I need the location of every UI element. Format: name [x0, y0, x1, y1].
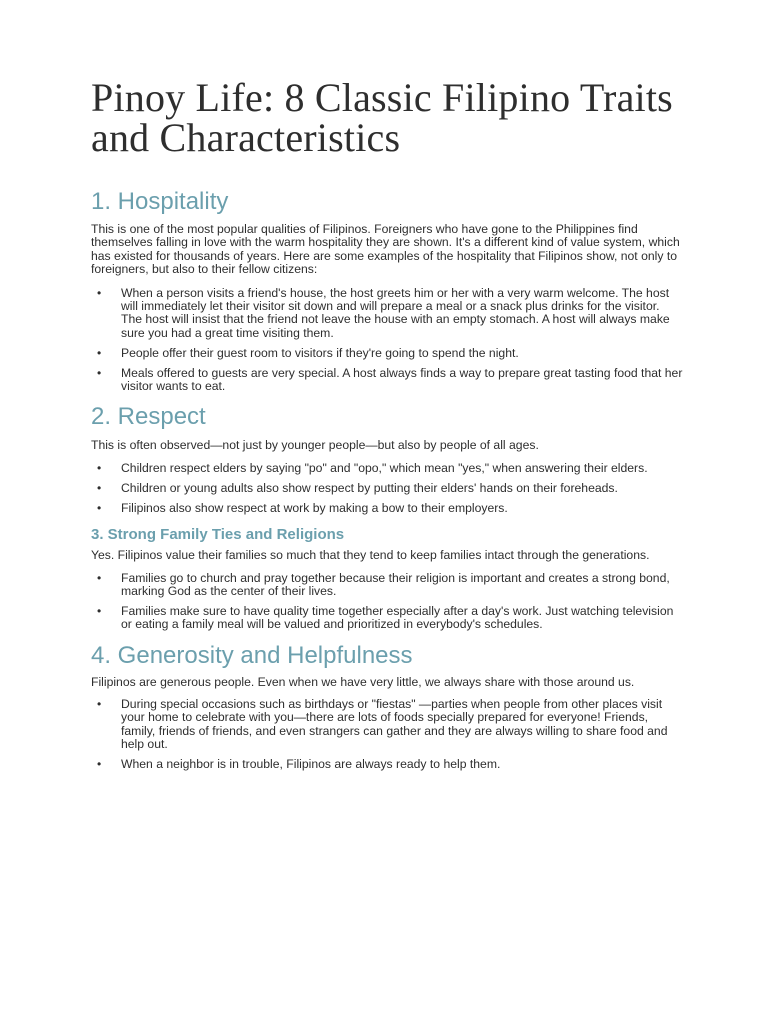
- bullet-icon: •: [97, 480, 102, 495]
- bullet-list-hospitality: [91, 287, 683, 394]
- section-heading-family-ties: 3. Strong Family Ties and Religions: [91, 526, 345, 544]
- list-item-text: Families go to church and pray together because their religion is important and creates a strong bond, marking God as the center of their lives.: [121, 570, 670, 598]
- list-item: [91, 758, 683, 771]
- bullet-icon: •: [97, 757, 102, 772]
- section-intro-family-ties: Yes. Filipinos value their families so much that they tend to keep families intact through the generations.: [91, 548, 650, 563]
- section-heading-respect: 2. Respect: [91, 403, 206, 431]
- bullet-icon: •: [97, 570, 102, 585]
- list-item-text: Families make sure to have quality time together especially after a day's work. Just watching television or eating a family meal will be valued and prioritized in everybody's schedules.: [121, 603, 674, 632]
- bullet-icon: •: [97, 603, 102, 618]
- bullet-icon: •: [97, 697, 102, 712]
- list-item: [91, 482, 683, 495]
- bullet-list-generosity: [91, 698, 683, 772]
- list-item-text: Children or young adults also show respect by putting their elders' hands on their foreheads.: [121, 480, 618, 495]
- list-item-text: When a neighbor is in trouble, Filipinos are always ready to help them.: [121, 757, 501, 772]
- section-heading-generosity: 4. Generosity and Helpfulness: [91, 641, 413, 669]
- bullet-icon: •: [97, 500, 102, 515]
- list-item: [91, 287, 683, 341]
- list-item: [91, 572, 683, 599]
- list-item-text: Children respect elders by saying "po" and "opo," which mean "yes," when answering their elders.: [121, 460, 648, 475]
- bullet-icon: •: [97, 345, 102, 360]
- list-item-text: Meals offered to guests are very special. A host always finds a way to prepare great tasting food that her visitor wants to eat.: [121, 365, 683, 394]
- document-page: [91, 75, 683, 772]
- list-item-text: When a person visits a friend's house, the host greets him or her with a very warm welcome. The host will immediately let their visitor sit down and will prepare a meal or a snack plus drinks for the visitor. The host will insist that the friend not leave the house with an empty stomach. A host will always make sure you had a great time visiting them.: [121, 285, 670, 340]
- list-item: [91, 462, 683, 475]
- section-heading-hospitality: 1. Hospitality: [91, 188, 229, 215]
- bullet-icon: •: [97, 460, 102, 475]
- list-item: [91, 347, 683, 360]
- list-item: [91, 605, 683, 632]
- section-intro-respect: This is often observed—not just by younger people—but also by people of all ages.: [91, 438, 539, 453]
- bullet-list-family-ties: [91, 572, 683, 632]
- bullet-icon: •: [97, 285, 102, 300]
- section-intro-generosity: Filipinos are generous people. Even when we have very little, we always share with those around us.: [91, 674, 635, 689]
- list-item: [91, 367, 683, 394]
- bullet-list-respect: [91, 462, 683, 515]
- bullet-icon: •: [97, 365, 102, 380]
- section-intro-hospitality: This is one of the most popular qualities of Filipinos. Foreigners who have gone to the Philippines find themselves falling in love with the warm hospitality they are shown. It's a different kind of value system, which has existed for thousands of years. Here are some examples of the hospitality that Filipinos show, not only to foreigners, but also to their fellow citizens:: [91, 222, 680, 277]
- document-title: Pinoy Life: 8 Classic Filipino Traits and Characteristics: [91, 75, 673, 160]
- list-item: [91, 698, 683, 752]
- list-item-text: People offer their guest room to visitors if they're going to spend the night.: [121, 345, 519, 360]
- list-item: [91, 502, 683, 515]
- list-item-text: Filipinos also show respect at work by making a bow to their employers.: [121, 500, 508, 515]
- list-item-text: During special occasions such as birthdays or "fiestas" —parties when people from other places visit your home to celebrate with you—there are lots of foods specially prepared for everyone! Friends, family, friends of friends, and even strangers can gather and they are always willing to share food and help out.: [121, 697, 668, 752]
